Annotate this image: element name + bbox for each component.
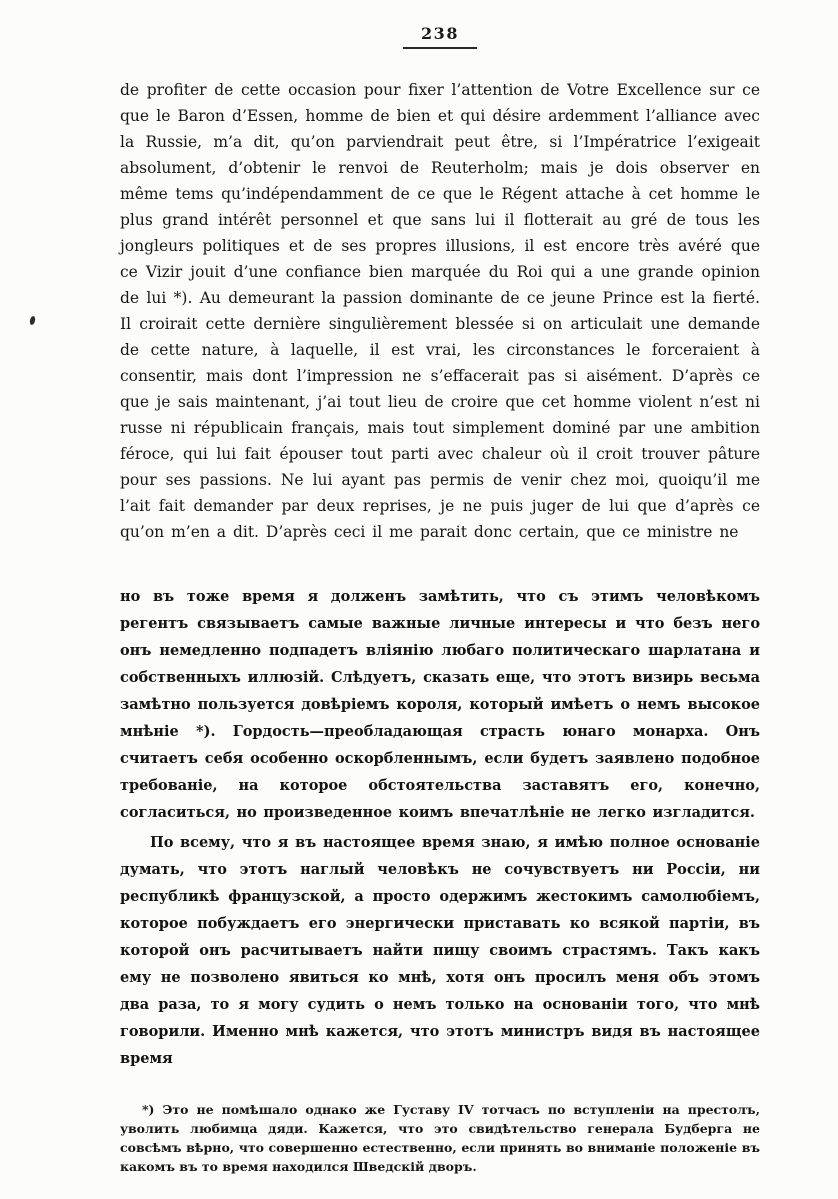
header-rule <box>403 47 477 49</box>
page-header <box>120 24 760 49</box>
french-paragraph: de profiter de cette occasion pour fixer l’attention de Votre Excellence sur ce que le Baron d’Essen, homme de bien et qui désire ardemment l’alliance avec la Russie, m’a dit, qu’on parviendrait peut être, si l’Impératrice l’exigeait absolument, d’obtenir le renvoi de Reuterholm; mais je dois observer en même tems qu’indépendamment de ce que le Régent attache à cet homme le plus grand intérêt personnel et que sans lui il flotterait au gré de tous les jongleurs politiques et de ses propres illusions, il est encore très avéré que ce Vizir jouit d’une confiance bien marquée du Roi qui a une grande opinion de lui *). Au demeurant la passion dominante de ce jeune Prince est la fierté. Il croirait cette dernière singulièrement blessée si on articulait une demande de cette nature, à laquelle, il est vrai, les circonstances le forceraient à consentir, mais dont l’impression ne s’effacerait pas si aisément. D’après ce que je sais maintenant, j’ai tout lieu de croire que cet homme violent n’est ni russe ni républicain français, mais tout simplement dominé par une ambition féroce, qui lui fait épouser tout parti avec chaleur où il croit trouver pâture pour ses passions. Ne lui ayant pas permis de venir chez moi, quoiqu’il me l’ait fait demander par deux reprises, je ne puis juger de lui que d’après ce qu’on m’en a dit. D’après ceci il me parait donc certain, que ce ministre ne <box>120 81 760 541</box>
ink-mark <box>29 316 36 326</box>
footnote: *) Это не помѣшало однако же Густаву IV тотчасъ по вступленіи на престолъ, уволить любимца дяди. Кажется, что это свидѣтельство генерала Будберга не совсѣмъ вѣрно, что совершенно естественно, если принять во вниманіе положеніе въ какомъ въ то время находился Шведскій дворъ. <box>120 1102 760 1174</box>
page-number: 238 <box>421 24 459 43</box>
russian-paragraph-2: По всему, что я въ настоящее время знаю, я имѣю полное основаніе думать, что этотъ наглый человѣкъ не сочувствуетъ ни Россіи, ни республикѣ французской, а просто одержимъ жестокимъ самолюбіемъ, которое побуждаетъ его энергически приставать ко всякой партіи, въ которой онъ расчитываетъ найти пищу своимъ страстямъ. Такъ какъ ему не позволено явиться ко мнѣ, хотя онъ просилъ меня объ этомъ два раза, то я могу судить о немъ только на основаніи того, что мнѣ говорили. Именно мнѣ кажется, что этотъ министръ видя въ настоящее время <box>120 834 760 1067</box>
russian-paragraph-1: но въ тоже время я долженъ замѣтить, что съ этимъ человѣкомъ регентъ связываетъ самые важные личные интересы и что безъ него онъ немедленно подпадетъ вліянію любаго политическаго шарлатана и собственныхъ иллюзій. Слѣдуетъ, сказать еще, что этотъ визирь весьма замѣтно пользуется довѣріемъ короля, который имѣетъ о немъ высокое мнѣніе *). Гордость—преобладающая страсть юнаго монарха. Онъ считаетъ себя особенно оскорбленнымъ, если будетъ заявлено подобное требованіе, на которое обстоятельства заставятъ его, конечно, согласиться, но произведенное коимъ впечатлѣніе не легко изгладится. <box>120 588 760 821</box>
